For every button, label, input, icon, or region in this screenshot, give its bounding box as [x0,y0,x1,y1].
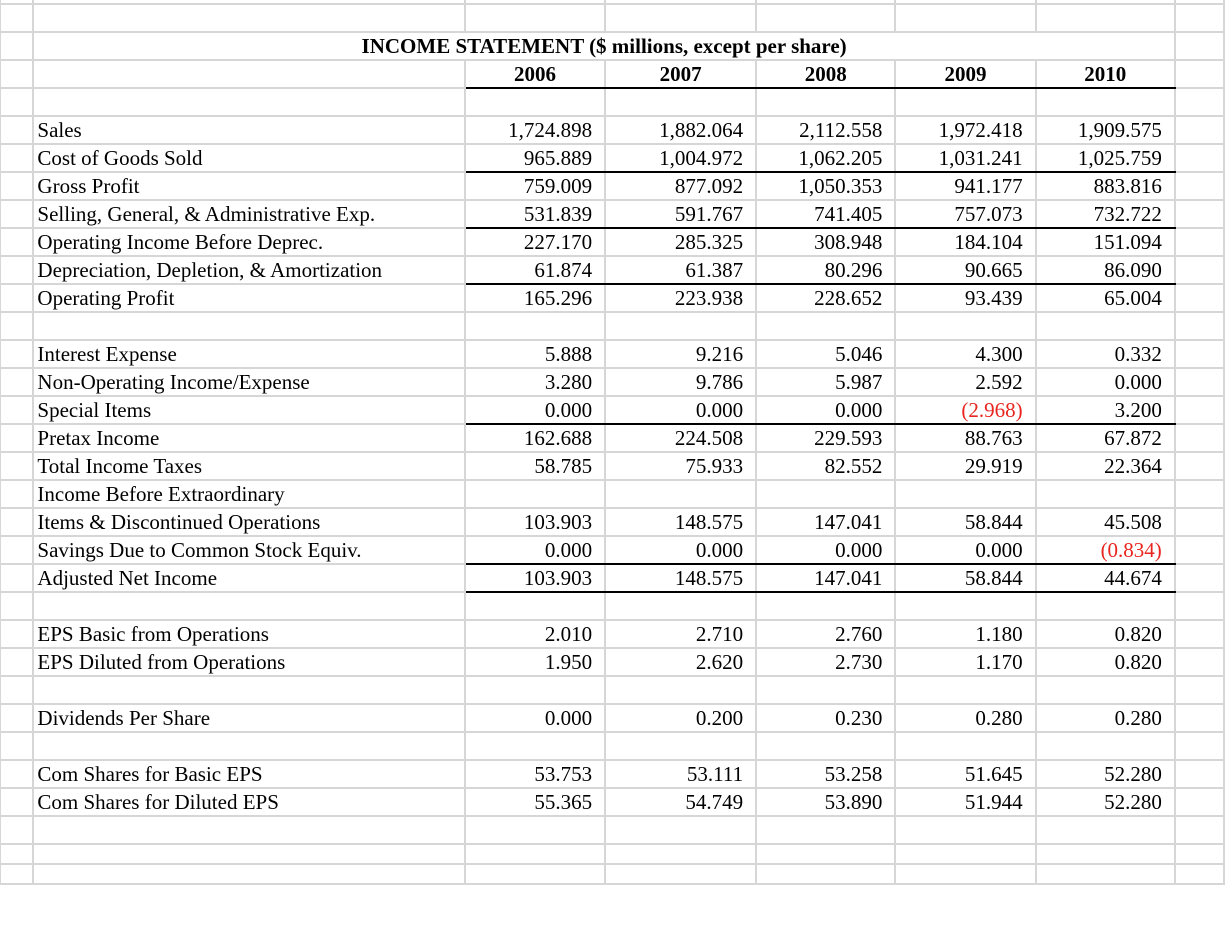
value-cell[interactable]: 0.000 [756,396,895,424]
value-cell[interactable]: 227.170 [465,228,605,256]
value-cell[interactable]: 22.364 [1036,452,1175,480]
cell[interactable] [1175,228,1224,256]
value-cell[interactable]: 4.300 [895,340,1035,368]
value-cell[interactable]: 224.508 [605,424,756,452]
row-label[interactable]: Com Shares for Diluted EPS [33,788,464,816]
value-cell[interactable]: 223.938 [605,284,756,312]
cell[interactable] [1175,172,1224,200]
value-cell[interactable]: 67.872 [1036,424,1175,452]
value-cell[interactable]: 51.944 [895,788,1035,816]
value-cell[interactable]: 1.180 [895,620,1035,648]
value-cell[interactable]: 5.888 [465,340,605,368]
cell[interactable] [1175,844,1224,864]
year-header[interactable]: 2009 [895,60,1035,88]
cell[interactable] [1175,564,1224,592]
value-cell[interactable]: 0.000 [465,536,605,564]
cell[interactable] [756,592,895,620]
cell[interactable] [33,864,464,884]
cell[interactable] [33,732,464,760]
cell[interactable] [0,648,33,676]
cell[interactable] [895,732,1035,760]
cell[interactable] [1036,88,1175,116]
value-cell[interactable]: 0.820 [1036,648,1175,676]
value-cell[interactable]: 1,972.418 [895,116,1035,144]
value-cell[interactable]: 58.844 [895,508,1035,536]
row-label[interactable]: Cost of Goods Sold [33,144,464,172]
value-cell[interactable]: 757.073 [895,200,1035,228]
value-cell[interactable]: 93.439 [895,284,1035,312]
cell[interactable] [0,88,33,116]
blank-row [0,864,1224,884]
row-label[interactable]: Adjusted Net Income [33,564,464,592]
value-cell[interactable]: 53.111 [605,760,756,788]
blank-row [0,88,1224,116]
cell[interactable] [33,816,464,844]
row-label[interactable]: Savings Due to Common Stock Equiv. [33,536,464,564]
value-cell[interactable]: 0.000 [605,396,756,424]
value-cell[interactable]: 965.889 [465,144,605,172]
value-cell[interactable]: 61.874 [465,256,605,284]
table-row [0,200,1224,228]
cell[interactable] [1175,60,1224,88]
value-cell[interactable]: 1,025.759 [1036,144,1175,172]
row-label[interactable]: Income Before Extraordinary [33,480,464,508]
cell[interactable] [895,4,1035,32]
value-cell[interactable]: 45.508 [1036,508,1175,536]
value-cell[interactable] [465,480,605,508]
value-cell[interactable]: 2.620 [605,648,756,676]
cell[interactable] [465,592,605,620]
value-cell[interactable]: 75.933 [605,452,756,480]
cell[interactable] [33,312,464,340]
row-label[interactable]: Operating Income Before Deprec. [33,228,464,256]
table-row [0,228,1224,256]
cell[interactable] [756,88,895,116]
cell[interactable] [1175,508,1224,536]
value-cell[interactable]: 591.767 [605,200,756,228]
cell[interactable] [33,844,464,864]
value-cell[interactable]: 52.280 [1036,760,1175,788]
table-row [0,172,1224,200]
cell[interactable] [1175,424,1224,452]
year-header[interactable]: 2010 [1036,60,1175,88]
value-cell[interactable]: 82.552 [756,452,895,480]
value-cell[interactable]: 3.280 [465,368,605,396]
value-cell[interactable]: 0.000 [895,536,1035,564]
cell[interactable] [0,256,33,284]
value-cell[interactable]: 759.009 [465,172,605,200]
cell[interactable] [0,704,33,732]
cell[interactable] [1175,760,1224,788]
cell[interactable] [465,88,605,116]
value-cell[interactable]: 1,724.898 [465,116,605,144]
table-row [0,396,1224,424]
value-cell[interactable]: 58.785 [465,452,605,480]
value-cell[interactable]: 52.280 [1036,788,1175,816]
value-cell[interactable]: 55.365 [465,788,605,816]
cell[interactable] [1175,592,1224,620]
row-label[interactable]: Depreciation, Depletion, & Amortization [33,256,464,284]
value-cell[interactable]: 0.280 [1036,704,1175,732]
table-row [0,508,1224,536]
cell[interactable] [605,864,756,884]
cell[interactable] [33,4,464,32]
table-row [0,536,1224,564]
value-cell[interactable]: 1,031.241 [895,144,1035,172]
cell[interactable] [1175,864,1224,884]
value-cell[interactable]: 103.903 [465,564,605,592]
cell[interactable] [1036,844,1175,864]
cell[interactable] [1175,340,1224,368]
cell[interactable] [1175,788,1224,816]
cell[interactable] [0,480,33,508]
value-cell[interactable]: 148.575 [605,508,756,536]
cell[interactable] [1036,732,1175,760]
cell[interactable] [0,4,33,32]
cell[interactable] [1175,200,1224,228]
cell[interactable] [1036,592,1175,620]
cell[interactable] [1036,676,1175,704]
cell[interactable] [1175,452,1224,480]
cell[interactable] [605,844,756,864]
table-row [0,704,1224,732]
value-cell[interactable]: 941.177 [895,172,1035,200]
value-cell[interactable]: 732.722 [1036,200,1175,228]
row-label[interactable]: Sales [33,116,464,144]
table-row [0,116,1224,144]
cell[interactable] [0,172,33,200]
cell[interactable] [895,864,1035,884]
value-cell[interactable]: 0.000 [756,536,895,564]
row-label[interactable]: EPS Diluted from Operations [33,648,464,676]
table-row [0,256,1224,284]
cell[interactable] [605,312,756,340]
row-label[interactable]: Com Shares for Basic EPS [33,760,464,788]
value-cell[interactable]: 86.090 [1036,256,1175,284]
cell[interactable] [1175,312,1224,340]
cell[interactable] [895,312,1035,340]
value-cell[interactable]: 3.200 [1036,396,1175,424]
value-cell[interactable]: 2,112.558 [756,116,895,144]
value-cell[interactable]: 103.903 [465,508,605,536]
cell[interactable] [1175,396,1224,424]
row-label[interactable]: Operating Profit [33,284,464,312]
value-cell[interactable]: 0.000 [465,396,605,424]
cell[interactable] [756,676,895,704]
cell[interactable] [465,864,605,884]
value-cell[interactable]: 1,004.972 [605,144,756,172]
cell[interactable] [0,396,33,424]
value-cell[interactable]: 53.258 [756,760,895,788]
table-row [0,564,1224,592]
cell[interactable] [756,312,895,340]
value-cell[interactable]: 9.216 [605,340,756,368]
value-cell[interactable]: 1,050.353 [756,172,895,200]
cell[interactable] [33,88,464,116]
cell[interactable] [0,844,33,864]
year-header[interactable]: 2008 [756,60,895,88]
cell[interactable] [895,592,1035,620]
value-cell[interactable]: 9.786 [605,368,756,396]
cell[interactable] [0,508,33,536]
value-cell[interactable]: 0.332 [1036,340,1175,368]
value-cell[interactable] [756,480,895,508]
cell[interactable] [0,32,33,60]
value-cell[interactable]: 162.688 [465,424,605,452]
value-cell[interactable]: 147.041 [756,564,895,592]
cell[interactable] [1036,864,1175,884]
value-cell[interactable] [1036,480,1175,508]
cell[interactable] [0,228,33,256]
cell[interactable] [756,732,895,760]
cell[interactable] [0,312,33,340]
value-cell[interactable]: 1,062.205 [756,144,895,172]
table-row [0,144,1224,172]
value-cell[interactable]: 29.919 [895,452,1035,480]
value-cell[interactable]: 53.890 [756,788,895,816]
cell[interactable] [605,4,756,32]
cell[interactable] [1175,88,1224,116]
cell[interactable] [1036,4,1175,32]
value-cell[interactable]: 61.387 [605,256,756,284]
cell[interactable] [895,816,1035,844]
cell[interactable] [0,816,33,844]
value-cell[interactable]: 184.104 [895,228,1035,256]
value-cell[interactable]: 2.592 [895,368,1035,396]
table-row [0,480,1224,508]
cell[interactable] [1175,4,1224,32]
cell[interactable] [1175,536,1224,564]
cell[interactable] [465,732,605,760]
row-label[interactable]: Gross Profit [33,172,464,200]
value-cell[interactable]: 53.753 [465,760,605,788]
cell[interactable] [33,60,464,88]
cell[interactable] [465,312,605,340]
value-cell[interactable]: 54.749 [605,788,756,816]
value-cell[interactable]: 147.041 [756,508,895,536]
cell[interactable] [0,620,33,648]
cell[interactable] [756,4,895,32]
value-cell[interactable]: (2.968) [895,396,1035,424]
cell[interactable] [0,284,33,312]
value-cell[interactable]: 5.046 [756,340,895,368]
table-row [0,760,1224,788]
row-label[interactable]: Items & Discontinued Operations [33,508,464,536]
row-label[interactable]: Interest Expense [33,340,464,368]
blank-row [0,4,1224,32]
cell[interactable] [1175,816,1224,844]
value-cell[interactable]: 2.760 [756,620,895,648]
cell[interactable] [0,676,33,704]
value-cell[interactable]: 58.844 [895,564,1035,592]
value-cell[interactable]: (0.834) [1036,536,1175,564]
value-cell[interactable]: 2.010 [465,620,605,648]
cell[interactable] [1175,704,1224,732]
table-row [0,424,1224,452]
value-cell[interactable]: 0.000 [1036,368,1175,396]
value-cell[interactable]: 0.000 [605,536,756,564]
table-row [0,620,1224,648]
cell[interactable] [605,592,756,620]
value-cell[interactable]: 88.763 [895,424,1035,452]
value-cell[interactable]: 1.170 [895,648,1035,676]
cell[interactable] [1175,368,1224,396]
blank-row [0,312,1224,340]
table-row [0,340,1224,368]
blank-row [0,816,1224,844]
cell[interactable] [0,536,33,564]
cell[interactable] [605,88,756,116]
value-cell[interactable]: 0.000 [465,704,605,732]
cell[interactable] [0,564,33,592]
cell[interactable] [0,60,33,88]
row-label[interactable]: Special Items [33,396,464,424]
value-cell[interactable]: 1,882.064 [605,116,756,144]
cell[interactable] [756,864,895,884]
value-cell[interactable]: 44.674 [1036,564,1175,592]
year-header-row [0,60,1224,88]
value-cell[interactable]: 229.593 [756,424,895,452]
value-cell[interactable]: 1.950 [465,648,605,676]
value-cell[interactable]: 0.280 [895,704,1035,732]
value-cell[interactable]: 80.296 [756,256,895,284]
value-cell[interactable]: 228.652 [756,284,895,312]
row-label[interactable]: Non-Operating Income/Expense [33,368,464,396]
cell[interactable] [1175,648,1224,676]
value-cell[interactable]: 148.575 [605,564,756,592]
cell[interactable] [465,816,605,844]
row-label[interactable]: Dividends Per Share [33,704,464,732]
cell[interactable] [1175,480,1224,508]
value-cell[interactable]: 151.094 [1036,228,1175,256]
table-row [0,284,1224,312]
table-row [0,368,1224,396]
blank-row [0,732,1224,760]
table-row [0,648,1224,676]
cell[interactable] [0,732,33,760]
value-cell[interactable]: 2.730 [756,648,895,676]
cell[interactable] [1175,32,1224,60]
cell[interactable] [0,424,33,452]
cell[interactable] [0,340,33,368]
cell[interactable] [895,88,1035,116]
cell[interactable] [895,844,1035,864]
cell[interactable] [465,844,605,864]
cell[interactable] [1036,816,1175,844]
statement-title[interactable]: INCOME STATEMENT ($ millions, except per share) [33,32,1174,60]
blank-row [0,844,1224,864]
cell[interactable] [605,676,756,704]
value-cell[interactable]: 285.325 [605,228,756,256]
value-cell[interactable]: 308.948 [756,228,895,256]
blank-row [0,592,1224,620]
cell[interactable] [1175,284,1224,312]
cell[interactable] [605,816,756,844]
cell[interactable] [756,844,895,864]
cell[interactable] [756,816,895,844]
value-cell[interactable]: 165.296 [465,284,605,312]
cell[interactable] [1175,256,1224,284]
row-label[interactable]: Selling, General, & Administrative Exp. [33,200,464,228]
cell[interactable] [1175,732,1224,760]
title-row [0,32,1224,60]
value-cell[interactable]: 877.092 [605,172,756,200]
table-row [0,788,1224,816]
value-cell[interactable] [895,480,1035,508]
cell[interactable] [1175,116,1224,144]
cell[interactable] [1175,620,1224,648]
cell[interactable] [1175,144,1224,172]
value-cell[interactable]: 531.839 [465,200,605,228]
row-label[interactable]: Pretax Income [33,424,464,452]
row-label[interactable]: EPS Basic from Operations [33,620,464,648]
cell[interactable] [465,676,605,704]
cell[interactable] [605,732,756,760]
table-row [0,452,1224,480]
blank-row [0,676,1224,704]
cell[interactable] [0,592,33,620]
value-cell[interactable]: 2.710 [605,620,756,648]
value-cell[interactable] [605,480,756,508]
year-header[interactable]: 2007 [605,60,756,88]
cell[interactable] [465,4,605,32]
cell[interactable] [0,116,33,144]
row-label[interactable]: Total Income Taxes [33,452,464,480]
value-cell[interactable]: 0.200 [605,704,756,732]
value-cell[interactable]: 0.230 [756,704,895,732]
value-cell[interactable]: 65.004 [1036,284,1175,312]
value-cell[interactable]: 0.820 [1036,620,1175,648]
value-cell[interactable]: 51.645 [895,760,1035,788]
cell[interactable] [0,760,33,788]
cell[interactable] [0,200,33,228]
cell[interactable] [33,676,464,704]
value-cell[interactable]: 5.987 [756,368,895,396]
cell[interactable] [1036,312,1175,340]
cell[interactable] [0,452,33,480]
cell[interactable] [0,788,33,816]
value-cell[interactable]: 90.665 [895,256,1035,284]
cell[interactable] [33,592,464,620]
year-header[interactable]: 2006 [465,60,605,88]
cell[interactable] [895,676,1035,704]
value-cell[interactable]: 741.405 [756,200,895,228]
cell[interactable] [0,368,33,396]
cell[interactable] [1175,676,1224,704]
value-cell[interactable]: 1,909.575 [1036,116,1175,144]
cell[interactable] [0,864,33,884]
cell[interactable] [0,144,33,172]
value-cell[interactable]: 883.816 [1036,172,1175,200]
